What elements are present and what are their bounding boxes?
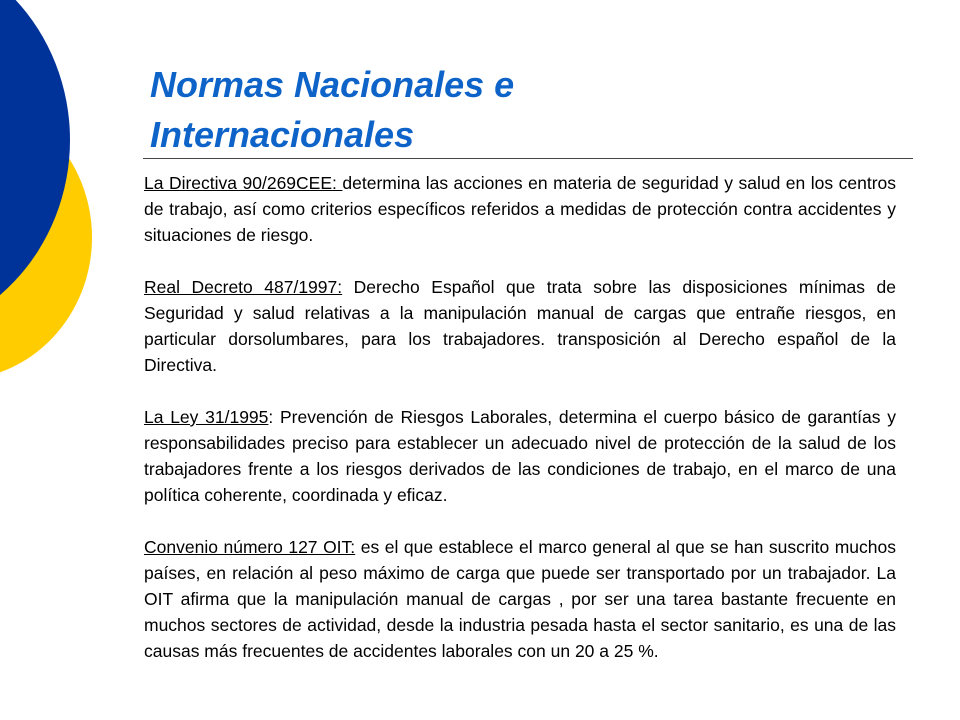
paragraph-real-decreto bbox=[144, 274, 896, 378]
paragraph-lead: La Directiva 90/269CEE: bbox=[144, 173, 343, 193]
paragraph-text: es el que establece el marco general al que se han suscrito muchos países, en relación al peso máximo de carga que puede ser transportado por un trabajador. La OIT afirma que la manipulación manual de cargas , por ser una tarea bastante frecuente en muchos sectores de actividad, desde la industria pesada hasta el sector sanitario, es una de las causas más frecuentes de accidentes laborales con un 20 a 25 %. bbox=[144, 537, 897, 661]
paragraph-text: Derecho Español que trata sobre las disposiciones mínimas de Seguridad y salud relativas a la manipulación manual de cargas que entrañe riesgos, en particular dorsolumbares, para los trabajadores. transposición al Derecho español de la Directiva. bbox=[144, 277, 897, 375]
title-divider bbox=[143, 158, 913, 159]
paragraph-lead: Convenio número 127 OIT: bbox=[144, 537, 356, 557]
paragraph-lead: Real Decreto 487/1997: bbox=[144, 277, 343, 297]
paragraph-ley bbox=[144, 404, 896, 508]
slide-body bbox=[144, 170, 896, 664]
paragraph-text: determina las acciones en materia de seguridad y salud en los centros de trabajo, así como criterios específicos referidos a medidas de protección contra accidentes y situaciones de riesgo. bbox=[144, 173, 896, 245]
slide-title bbox=[150, 60, 710, 160]
paragraph-convenio bbox=[144, 534, 896, 664]
paragraph-text: : Prevención de Riesgos Laborales, determina el cuerpo básico de garantías y responsabilidades preciso para establecer un adecuado nivel de protección de la salud de los trabajadores frente a los riesgos derivados de las condiciones de trabajo, en el marco de una política coherente, coordinada y eficaz. bbox=[144, 407, 896, 505]
slide-title-line-1: Normas Nacionales e bbox=[150, 64, 515, 105]
paragraph-directiva bbox=[144, 170, 896, 248]
slide-title-line-2: Internacionales bbox=[150, 114, 415, 155]
paragraph-lead: La Ley 31/1995 bbox=[144, 407, 269, 427]
